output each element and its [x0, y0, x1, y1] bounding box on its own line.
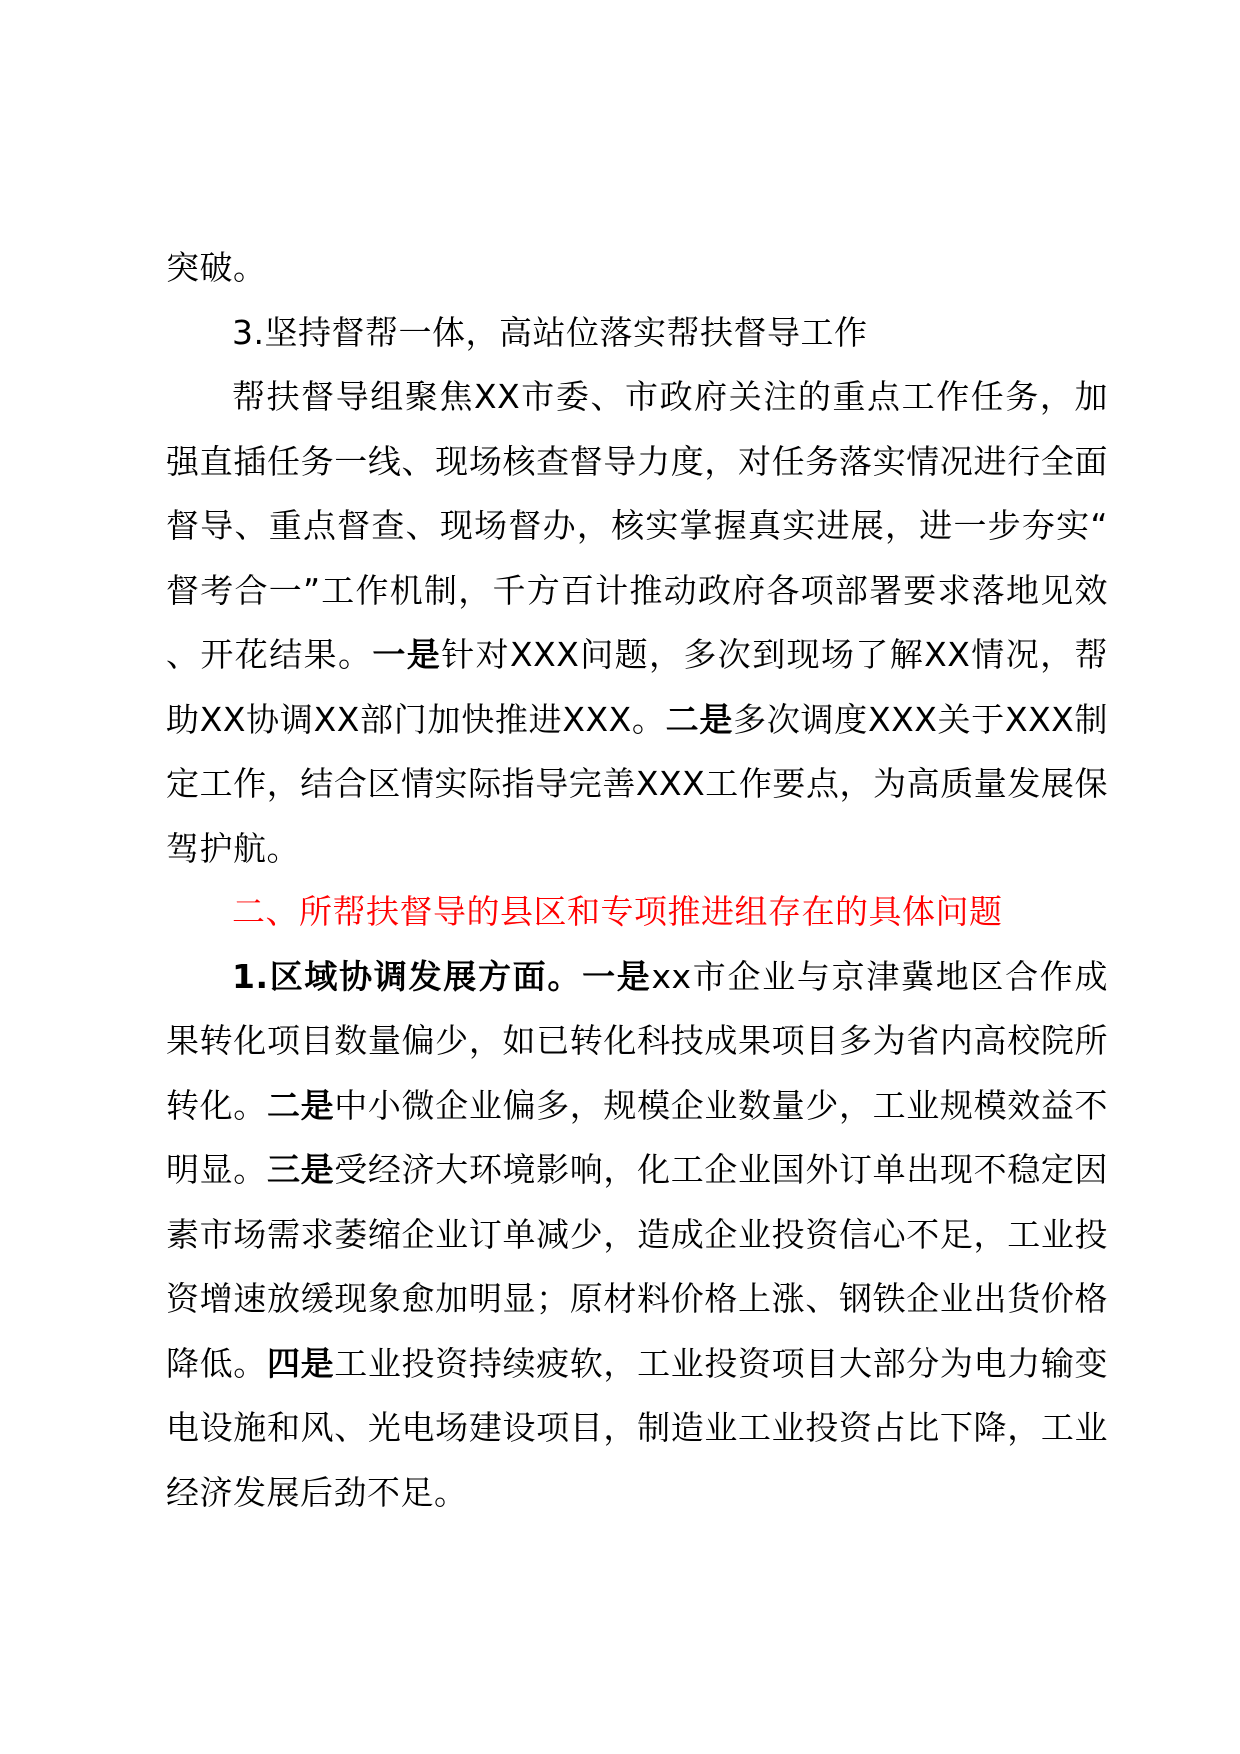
continuation-text: 突破。 — [166, 248, 267, 287]
section-heading: 二、所帮扶督导的县区和专项推进组存在的具体问题 — [232, 892, 1003, 931]
item-text-2: 中小微企业偏多，规模企业数量少，工业规模效益不明显。 — [166, 1085, 1109, 1189]
bold-marker-second: 二是 — [266, 1085, 335, 1125]
paragraph-text-part3: 多次调度XXX关于XXX制定工作，结合区情实际指导完善XXX工作要点，为高质量发展保驾护航。 — [166, 699, 1109, 868]
bold-marker-first: 一是 — [372, 635, 442, 674]
bold-marker-first: 一是 — [582, 956, 652, 996]
item-text-1: xx市企业与京津冀地区合作成果转化项目数量偏少，如已转化科技成果项目多为省内高校院所转化。 — [166, 956, 1109, 1125]
section-two-block — [166, 880, 1108, 1525]
section-one-block — [166, 236, 1108, 881]
subheading-3: 3.坚持督帮一体，高站位落实帮扶督导工作 — [232, 312, 868, 352]
item-text-3: 受经济大环境影响，化工企业国外订单出现不稳定因素市场需求萎缩企业订单减少，造成企业投资信心不足，工业投资增速放缓现象愈加明显；原材料价格上涨、钢铁企业出货价格降低。 — [166, 1150, 1109, 1383]
paragraph-regional — [166, 945, 1108, 1526]
bold-marker-second: 二是 — [665, 699, 734, 739]
paragraph-supervision — [166, 365, 1108, 881]
paragraph-text-part1: 帮扶督导组聚焦XX市委、市政府关注的重点工作任务，加强直插任务一线、现场核查督导力度，对任务落实情况进行全面督导、重点督查、现场督办，核实掌握真实进展，进一步夯实“督考合一”工作机制，千方百计推动政府各项部署要求落地见效、开花结果。 — [166, 377, 1108, 674]
continuation-line — [166, 236, 1108, 301]
item-title: 1.区域协调发展方面。 — [232, 956, 583, 996]
bold-marker-third: 三是 — [266, 1150, 335, 1189]
paragraph-text-part2: 针对XXX问题，多次到现场了解XX情况，帮助XX协调XX部门加快推进XXX。 — [166, 635, 1108, 739]
section-heading-line — [166, 880, 1108, 945]
bold-marker-fourth: 四是 — [266, 1343, 335, 1383]
item-text-4: 工业投资持续疲软，工业投资项目大部分为电力输变电设施和风、光电场建设项目，制造业工业投资占比下降，工业经济发展后劲不足。 — [166, 1343, 1109, 1512]
subheading-line — [166, 301, 1108, 366]
